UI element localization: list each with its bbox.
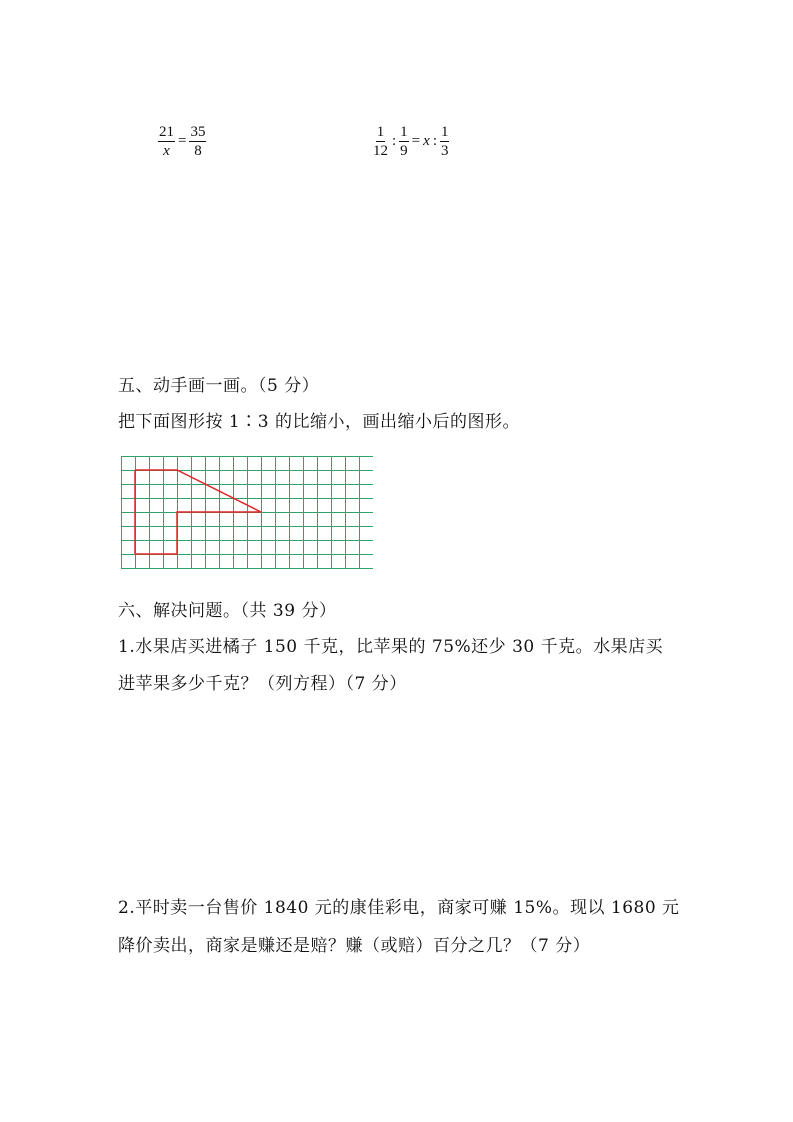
numerator: 1 [440,124,449,140]
numerator: 1 [376,124,385,140]
denominator: 8 [194,143,202,159]
equation-proportion-1 [158,124,206,159]
ratio-colon: : [432,133,437,149]
fraction-1-over-3 [440,124,450,159]
question-2-line-2: 降价卖出，商家是赚还是赔？赚（或赔）百分之几？（7 分） [118,936,591,956]
numerator: 35 [190,124,206,140]
ratio-colon: : [392,133,397,149]
question-1-line-1: 1.水果店买进橘子 150 千克，比苹果的 75%还少 30 千克。水果店买 [118,637,664,657]
equals-sign: = [411,133,421,149]
equation-proportion-2 [372,124,449,159]
fraction-1-over-9 [399,124,409,159]
question-2-line-1: 2.平时卖一台售价 1840 元的康佳彩电，商家可赚 15%。现以 1680 元 [118,898,680,918]
numerator: 1 [400,124,408,140]
denominator: x [163,143,170,159]
denominator: 12 [373,143,388,159]
denominator: 3 [440,143,449,159]
fraction-1-over-12 [372,124,389,159]
fraction-21-over-x [158,124,175,159]
section-five-instruction: 把下面图形按 1∶3 的比缩小，画出缩小后的图形。 [118,412,520,432]
drawing-grid [121,456,373,570]
unknown-x: x [423,133,430,149]
section-six-heading: 六、解决问题。（共 39 分） [118,601,337,621]
equals-sign: = [178,133,187,149]
question-1-line-2: 进苹果多少千克？（列方程）（7 分） [118,674,407,694]
fraction-35-over-8 [189,124,206,159]
section-five-heading: 五、动手画一画。（5 分） [118,376,320,396]
numerator: 21 [159,124,174,140]
denominator: 9 [400,143,408,159]
